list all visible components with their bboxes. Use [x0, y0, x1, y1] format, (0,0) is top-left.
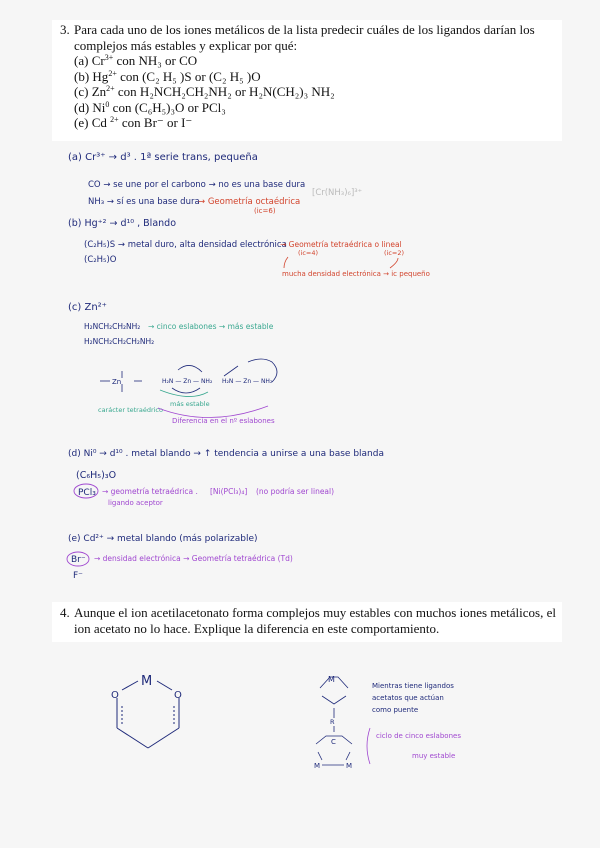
note-d-geometry: → geometría tetraédrica .	[102, 487, 198, 496]
note-a-head: (a) Cr³⁺ → d³ . 1ª serie trans, pequeña	[68, 152, 258, 163]
note-a-nh3: NH₃ → sí es una base dura	[88, 197, 200, 207]
acetate-metal-top: M	[328, 675, 335, 684]
note-c-ligand-2: H₂NCH₂CH₂CH₂NH₂	[84, 337, 155, 346]
q4-note-2: acetatos que actúan	[372, 694, 444, 702]
note-b-head: (b) Hg⁺² → d¹⁰ , Blando	[68, 218, 177, 229]
question-4-number: 4.	[60, 605, 70, 620]
note-d-head: (d) Ni⁰ → d¹⁰ . metal blando → ↑ tendencia a unirse a una base blanda	[68, 449, 384, 459]
hexagon-oxygen-right: O	[174, 690, 182, 701]
hexagon-metal: M	[141, 674, 153, 689]
sketch-zn-1: Zn	[112, 378, 122, 386]
acetate-metal-bottom-right: M	[346, 762, 353, 770]
option-d: (d) Ni$^0$ con (C₆H₅)₃O or PCl₃	[74, 99, 226, 115]
note-d-pcl3: PCl₃	[78, 488, 96, 498]
note-e-density: → densidad electrónica → Geometría tetraédrica (Td)	[94, 554, 293, 563]
note-d-linear: (no podría ser lineal)	[256, 487, 335, 496]
note-c-ligand-1: H₂NCH₂CH₂NH₂	[84, 322, 141, 331]
note-c-head: (c) Zn²⁺	[68, 302, 107, 313]
note-e-br: Br⁻	[71, 555, 86, 565]
option-e: (e) Cd $^{2+}$ con Br⁻ or I⁻	[74, 115, 193, 130]
note-d-acceptor: ligando aceptor	[108, 499, 163, 507]
note-d-complex: [Ni(PCl₃)₄]	[210, 487, 248, 496]
note-a-complex: [Cr(NH₃)₆]³⁺	[312, 188, 363, 198]
question-3-number: 3.	[60, 22, 70, 37]
note-e-f: F⁻	[73, 571, 83, 581]
sketch-zn-3: H₂N — Zn — NH₂	[222, 378, 273, 385]
q4-ring-stable: muy estable	[412, 752, 456, 760]
option-c: (c) $Zn^{2+}$ con H₂NCH₂CH₂NH₂ or H₂N(CH₂)₃ NH₂	[74, 84, 335, 99]
note-b-ic4: (ic=4)	[298, 249, 319, 257]
acetate-r: R	[330, 718, 335, 726]
note-b-sulfide: (C₂H₅)S → metal duro, alta densidad electrónica	[84, 240, 287, 250]
sketch-zn-2: H₂N — Zn — NH₂	[162, 378, 213, 385]
note-b-ether: (C₂H₅)O	[84, 255, 117, 265]
note-a-geometry: → Geometría octaédrica	[198, 197, 301, 207]
q4-note-1: Mientras tiene ligandos	[372, 682, 454, 690]
question-4-prompt: Aunque el ion acetilacetonato forma complejos muy estables con muchos iones metálicos, el ion acetato no lo hace. Explique la diferencia en este comportamiento.	[74, 605, 556, 636]
note-c-diff: Diferencia en el nº eslabones	[172, 417, 275, 425]
acetate-metal-bottom-left: M	[314, 762, 321, 770]
note-c-rings: → cinco eslabones → más estable	[148, 322, 274, 331]
note-b-density: mucha densidad electrónica → ic pequeño	[282, 270, 430, 278]
acetate-carbon: C	[331, 738, 336, 746]
note-b-ic2: (ic=2)	[384, 249, 405, 257]
option-a: (a) $Cr^{3+}$ con NH₃ or CO	[74, 53, 198, 68]
hexagon-oxygen-left: O	[111, 690, 119, 701]
q4-ring-note: ciclo de cinco eslabones	[376, 732, 461, 740]
note-a-ic: (ic=6)	[254, 207, 276, 215]
note-b-geometry: → Geometría tetraédrica o lineal	[280, 240, 402, 249]
q4-note-3: como puente	[372, 706, 419, 714]
note-c-stable: más estable	[170, 400, 210, 408]
note-a-co: CO → se une por el carbono → no es una base dura	[88, 180, 306, 190]
note-e-head: (e) Cd²⁺ → metal blando (más polarizable)	[68, 534, 258, 544]
note-c-tetra: carácter tetraédrico	[98, 406, 163, 414]
question-3-prompt: Para cada uno de los iones metálicos de la lista predecir cuáles de los ligandos darían los complejos más estables y explicar por qué:	[74, 22, 535, 53]
note-d-ligand-1: (C₆H₅)₃O	[76, 470, 117, 481]
option-b: (b) $Hg^{2+}$ con (C₂ H₅ )S or (C₂ H₅ )O	[74, 68, 261, 84]
